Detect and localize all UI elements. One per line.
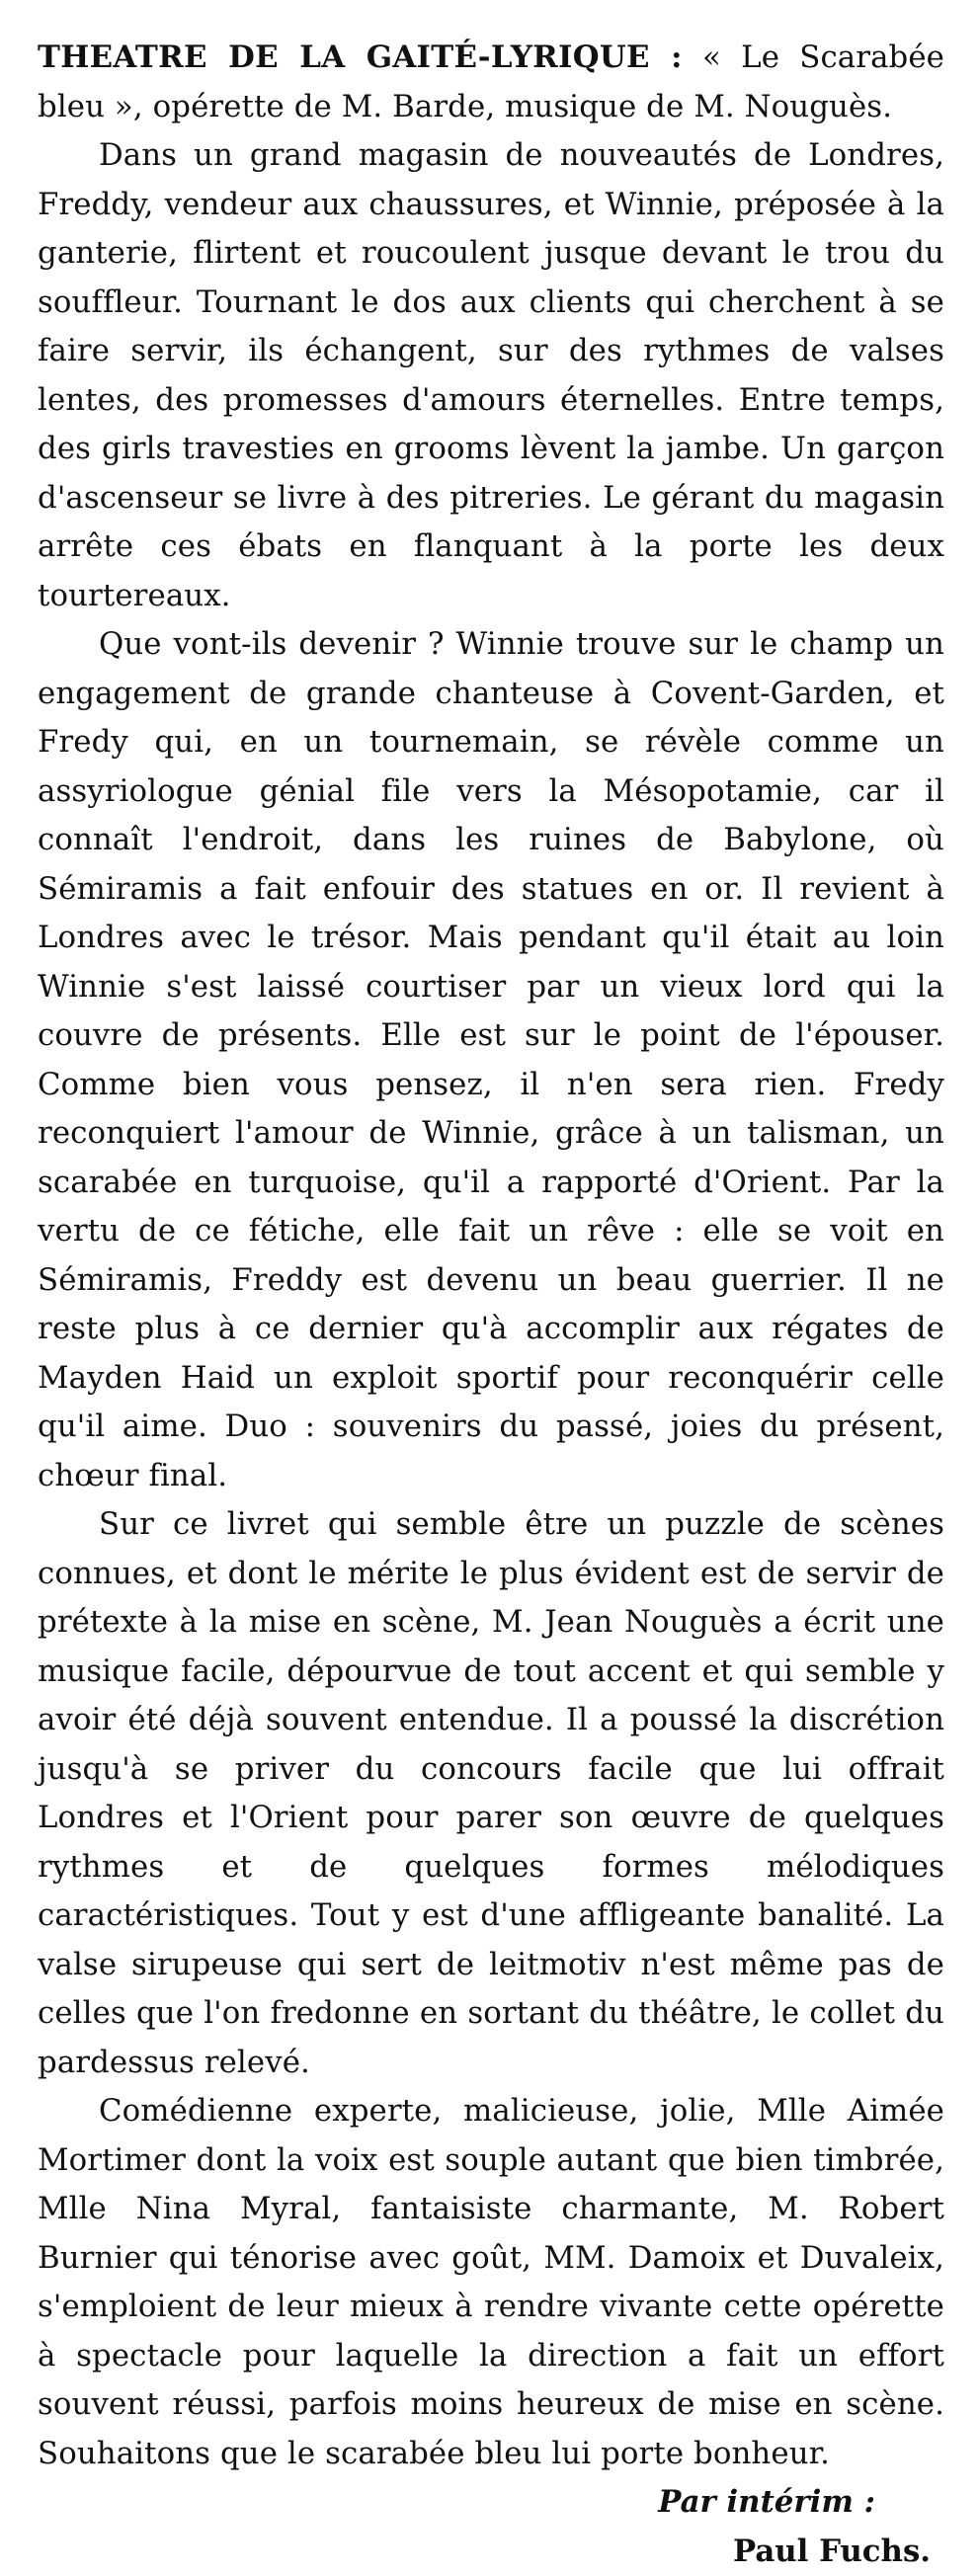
headline-theatre-name: THEATRE DE LA GAITÉ-LYRIQUE : — [38, 40, 683, 75]
article-column — [38, 34, 944, 2478]
paragraph-plot-opening: Dans un grand magasin de nouveautés de Londres, Freddy, vendeur aux chaussures, et Winnie, préposée à la ganterie, flirtent et roucoulent jusque devant le trou du souffleur. Tournant le dos aux clients qui cherchent à se faire servir, ils échangent, sur des rythmes de valses lentes, des promesses d'amours éternelles. Entre temps, des girls travesties en grooms lèvent la jambe. Un garçon d'ascenseur se livre à des pitreries. Le gérant du magasin arrête ces ébats en flanquant à la porte les deux tourtereaux. — [38, 131, 944, 620]
paragraph-cast-review: Comédienne experte, malicieuse, jolie, Mlle Aimée Mortimer dont la voix est souple autant que bien timbrée, Mlle Nina Myral, fantaisiste charmante, M. Robert Burnier qui ténorise avec goût, MM. Damoix et Duvaleix, s'emploient de leur mieux à rendre vivante cette opérette à spectacle pour laquelle la direction a fait un effort souvent réussi, parfois moins heureux de mise en scène. Souhaitons que le scarabée bleu lui porte bonheur. — [38, 2087, 944, 2478]
article-headline — [38, 34, 944, 131]
paragraph-plot-continuation: Que vont-ils devenir ? Winnie trouve sur le champ un engagement de grande chanteuse à Covent-Garden, et Fredy qui, en un tournemain, se révèle comme un assyriologue génial file vers la Mésopotamie, car il connaît l'endroit, dans les ruines de Babylone, où Sémiramis a fait enfouir des statues en or. Il revient à Londres avec le trésor. Mais pendant qu'il était au loin Winnie s'est laissé courtiser par un vieux lord qui la couvre de présents. Elle est sur le point de l'épouser. Comme bien vous pensez, il n'en sera rien. Fredy reconquiert l'amour de Winnie, grâce à un talisman, un scarabée en turquoise, qu'il a rapporté d'Orient. Par la vertu de ce fétiche, elle fait un rêve : elle se voit en Sémiramis, Freddy est devenu un beau guerrier. Il ne reste plus à ce dernier qu'à accomplir aux régates de Mayden Haid un exploit sportif pour reconquérir celle qu'il aime. Duo : souvenirs du passé, joies du présent, chœur final. — [38, 620, 944, 1500]
paragraph-music-critique: Sur ce livret qui semble être un puzzle de scènes connues, et dont le mérite le plus évident est de servir de prétexte à la mise en scène, M. Jean Nouguès a écrit une musique facile, dépourvue de tout accent et qui semble y avoir été déjà souvent entendue. Il a poussé la discrétion jusqu'à se priver du concours facile que lui offrait Londres et l'Orient pour parer son œuvre de quelques rythmes et de quelques formes mélodiques caractéristiques. Tout y est d'une affligeante banalité. La valse sirupeuse qui sert de leitmotiv n'est même pas de celles que l'on fredonne en sortant du théâtre, le collet du pardessus relevé. — [38, 1500, 944, 2087]
signature-name: Paul Fuchs. — [38, 2528, 944, 2576]
signature-block — [38, 2478, 944, 2576]
headline-subject: « Le Scarabée bleu », opérette de M. Barde, musique de M. Nouguès. — [38, 40, 944, 124]
signature-role: Par intérim : — [38, 2478, 944, 2528]
review-page — [38, 34, 944, 2576]
